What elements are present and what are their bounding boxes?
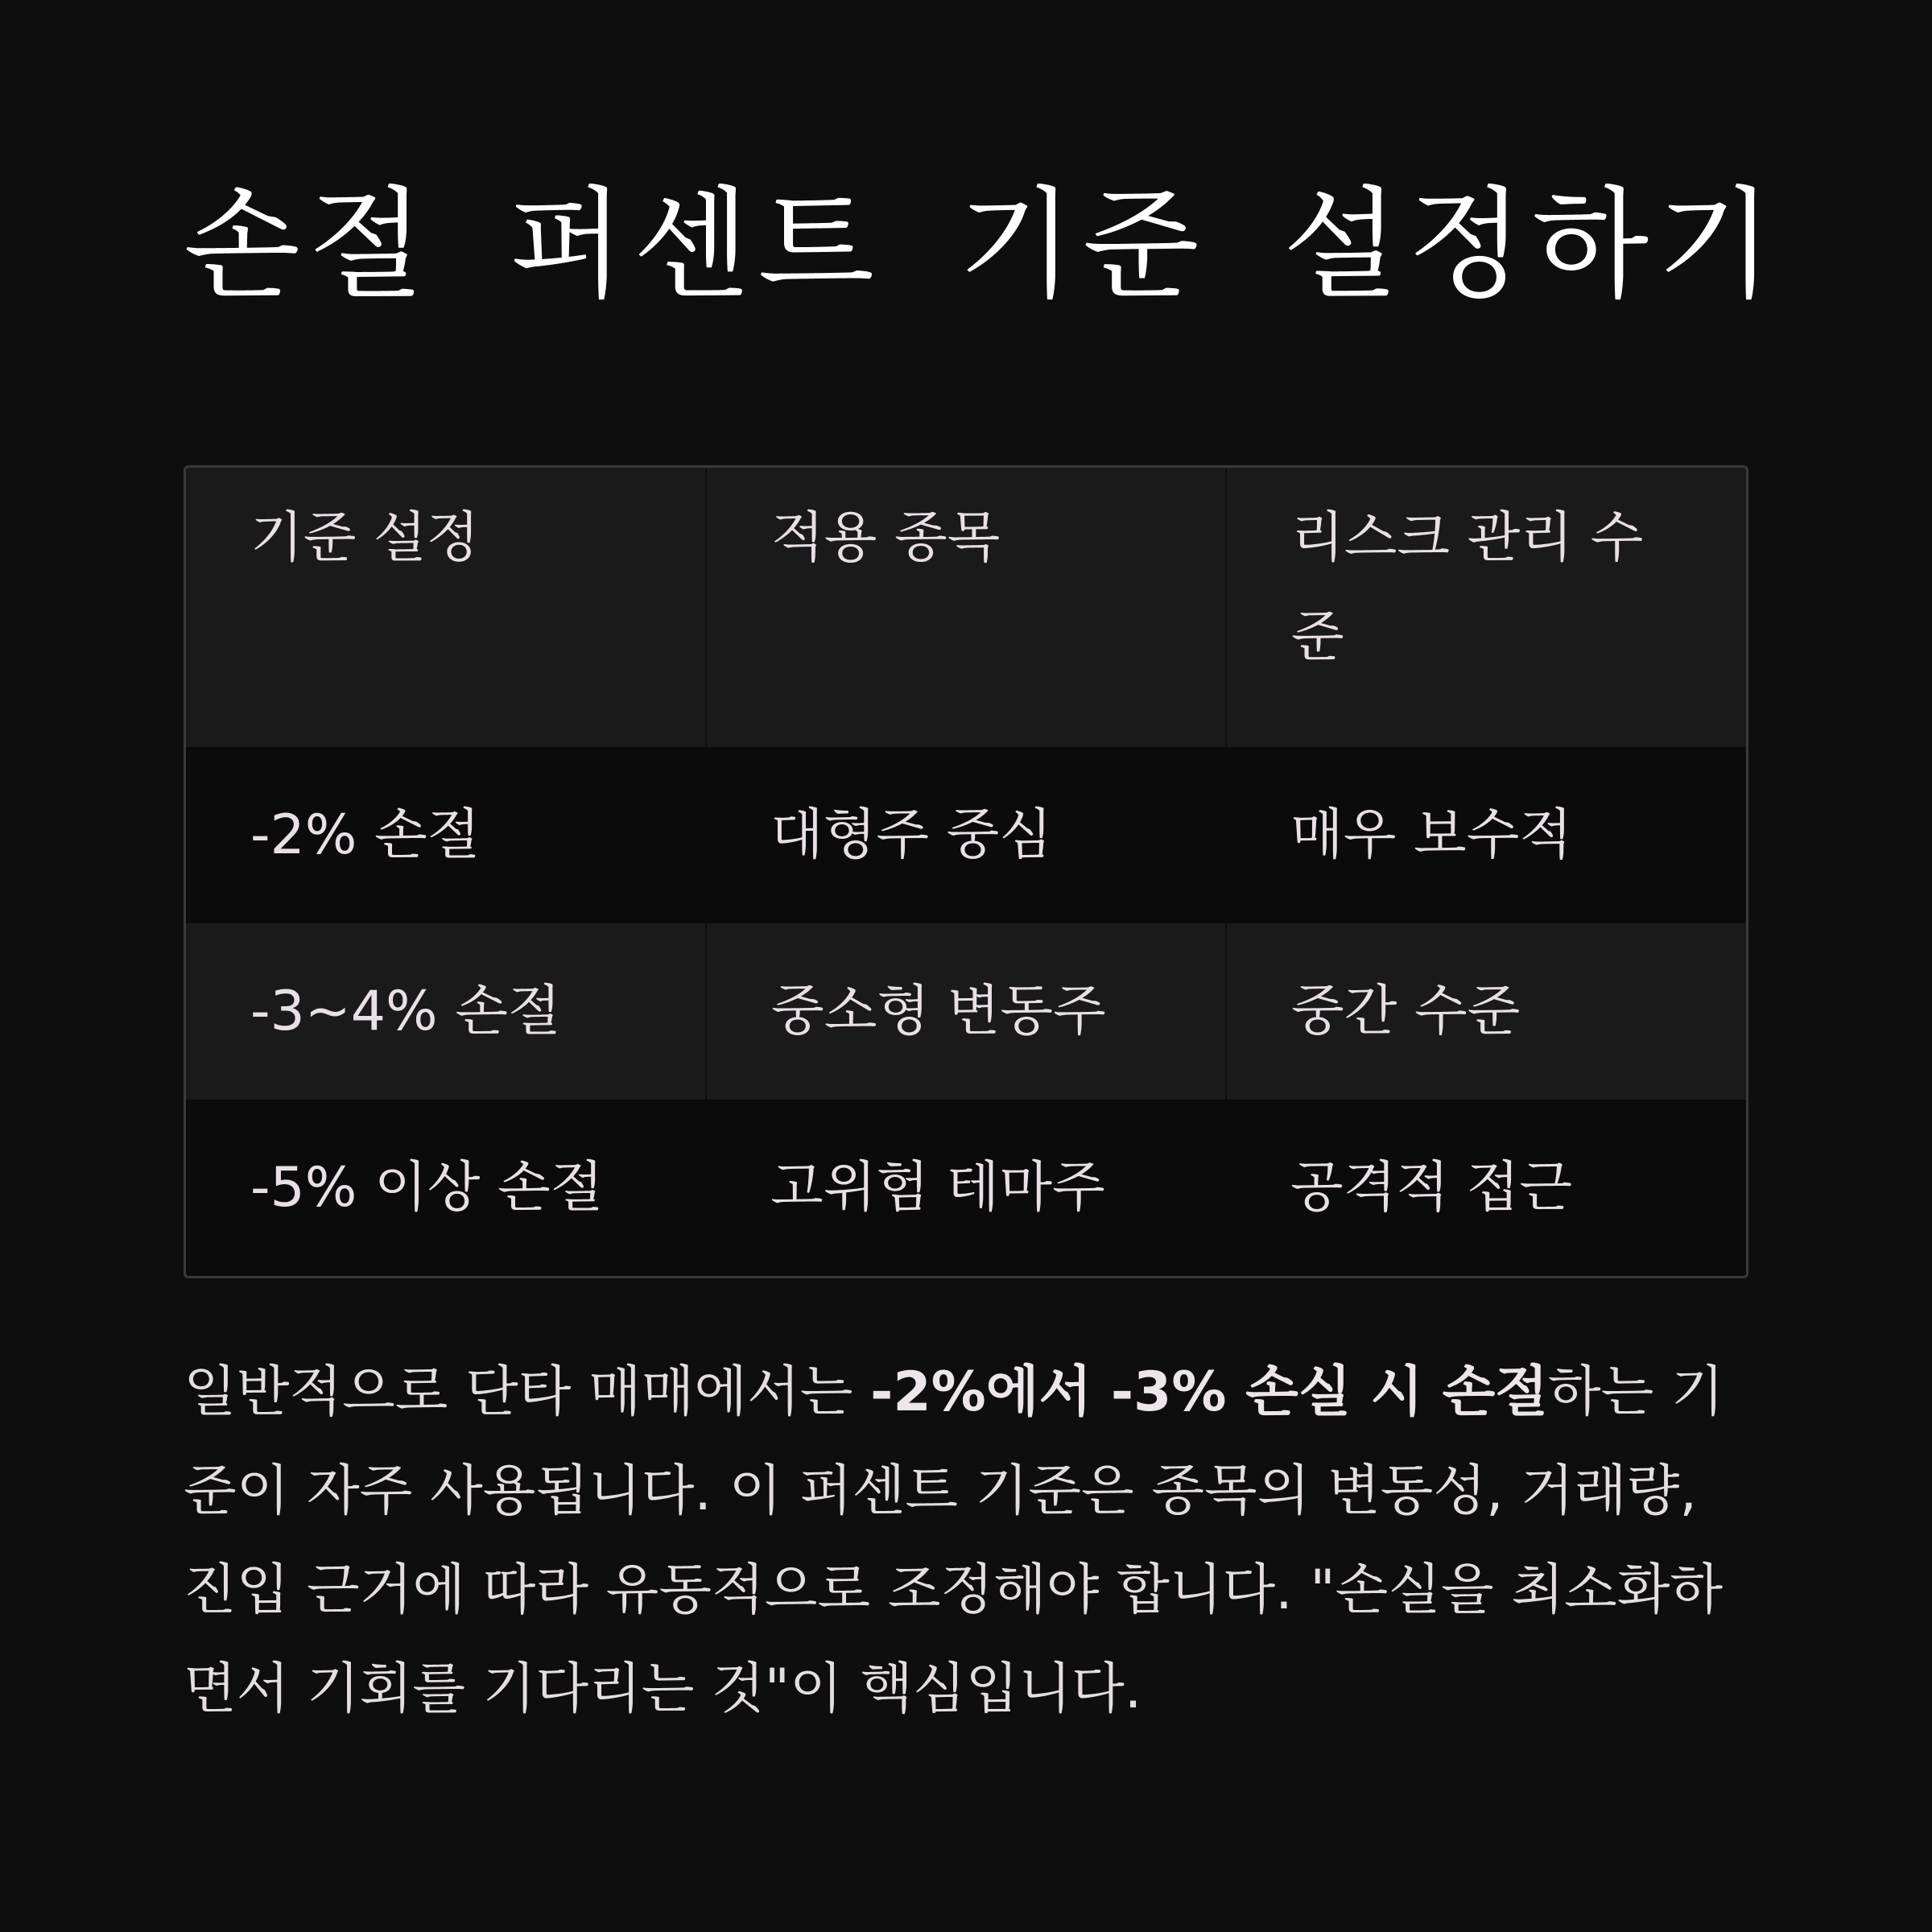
stop-loss-table [184, 465, 1748, 1278]
table-cell-applicable-stocks: 대형주 중심 [770, 803, 1053, 867]
table-cell-applicable-stocks: 중소형 변동주 [706, 923, 1226, 1100]
column-header-risk-level: 리스크 관리 수준 [1226, 468, 1746, 747]
paragraph-text-before: 일반적으로 단타 매매에서는 [184, 1360, 871, 1424]
body-paragraph [184, 1343, 1761, 1739]
table-row [186, 1100, 1746, 1276]
page-title: 손절 퍼센트 기준 설정하기 [184, 175, 1781, 316]
table-cell-criteria: -2% 손절 [250, 803, 481, 867]
table-cell-risk-level: 공격적 접근 [1290, 1156, 1573, 1220]
column-header-criteria: 기준 설정 [250, 506, 480, 570]
paragraph-text-after: 하는 기준이 자주 사용됩니다. 이 퍼센트 기준은 종목의 변동성, 거래량, 진입 근거에 따라 유동적으로 조정해야 합니다. "손실을 최소화하면서 기회를 기다리는 것"이 핵심입니다. [184, 1360, 1724, 1721]
column-header-applicable-stocks: 적용 종목 [706, 468, 1226, 747]
table-cell-applicable-stocks: 고위험 테마주 [770, 1156, 1105, 1220]
table-cell-criteria: -3~4% 손절 [250, 980, 561, 1043]
table-cell-risk-level: 매우 보수적 [1290, 803, 1573, 867]
table-cell-risk-level: 중간 수준 [1226, 923, 1746, 1100]
table-cell-criteria: -5% 이상 손절 [250, 1156, 604, 1220]
table-row [186, 923, 1746, 1100]
paragraph-emphasis: -2%에서 -3% 손실 시 손절 [870, 1360, 1548, 1424]
table-header-row [186, 468, 1746, 747]
table-row [186, 747, 1746, 923]
